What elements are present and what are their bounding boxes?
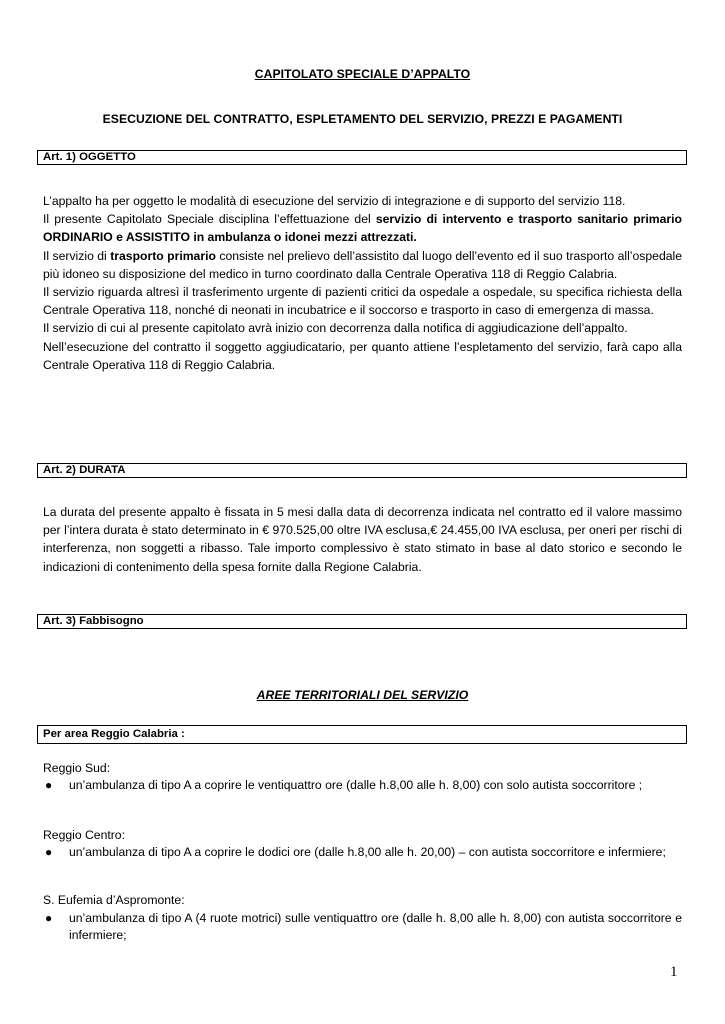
art2-heading: Art. 2) DURATA <box>37 463 687 478</box>
art1-paragraph: L’appalto ha per oggetto le modalità di esecuzione del servizio di integrazione e di supporto del servizio 118. <box>43 194 626 208</box>
eufemia-label: S. Eufemia d’Aspromonte: <box>43 893 185 907</box>
art2-body <box>43 503 682 576</box>
reggio-centro-label: Reggio Centro: <box>43 828 125 842</box>
list-item: ● un’ambulanza di tipo A a coprire le ventiquattro ore (dalle h.8,00 alle h. 8,00) con solo autista soccorritore ; <box>45 778 643 792</box>
art1-body <box>43 192 682 374</box>
reggio-sud-label: Reggio Sud: <box>43 761 111 775</box>
bullet-icon: ● <box>45 845 53 859</box>
art3-heading: Art. 3) Fabbisogno <box>37 614 687 629</box>
art1-paragraph: Il servizio di cui al presente capitolato avrà inizio con decorrenza dalla notifica di aggiudicazione dell’appalto. <box>43 321 628 336</box>
document-subtitle: ESECUZIONE DEL CONTRATTO, ESPLETAMENTO DEL SERVIZIO, PREZZI E PAGAMENTI <box>102 112 623 126</box>
page-number: 1 <box>670 964 678 980</box>
art2-paragraph: La durata del presente appalto è fissata in 5 mesi dalla data di decorrenza indicata nel contratto ed il valore massimo per l’intera durata è stato determinato in € 970.525,00 oltre IVA esclusa,€ 24.455,00 IVA esclusa, per oneri per rischi di interferenza, non soggetti a ribasso. Tale importo complessivo è stato stimato in base al dato storico e secondo le indicazioni di contenimento della spesa fornite dalla Regione Calabria. <box>43 505 682 574</box>
list-item: ● un’ambulanza di tipo A (4 ruote motrici) sulle ventiquattro ore (dalle h. 8,00 alle h. 8,00) con autista soccorritore e infermiere; <box>45 911 682 942</box>
bullet-icon: ● <box>45 778 53 792</box>
art1-paragraph: Il servizio riguarda altresì il trasferimento urgente di pazienti critici da ospedale a ospedale, su specifica richiesta della Centrale Operativa 118, nonché di neonati in incubatrice e il soccorso e trasporto in caso di emergenza di massa. <box>43 285 682 318</box>
bullet-icon: ● <box>45 911 53 925</box>
art1-heading: Art. 1) OGGETTO <box>37 150 687 165</box>
art1-paragraph: Nell’esecuzione del contratto il soggetto aggiudicatario, per quanto attiene l’espletamento del servizio, farà capo alla Centrale Operativa 118 di Reggio Calabria. <box>43 339 682 372</box>
aree-heading: AREE TERRITORIALI DEL SERVIZIO <box>256 688 469 702</box>
art1-paragraph: Il presente Capitolato Speciale disciplina l’effettuazione del servizio di intervento e trasporto sanitario primario ORDINARIO e ASSISTITO in ambulanza o idonei mezzi attrezzati. <box>43 212 682 245</box>
document-title: CAPITOLATO SPECIALE D’APPALTO <box>254 67 471 81</box>
list-item: ● un’ambulanza di tipo A a coprire le dodici ore (dalle h.8,00 alle h. 20,00) – con autista soccorritore e infermiere; <box>45 845 666 859</box>
area-reggio-box: Per area Reggio Calabria : <box>37 725 687 744</box>
art1-paragraph: Il servizio di trasporto primario consiste nel prelievo dell’assistito dal luogo dell’evento ed il suo trasporto all’ospedale più idoneo su disposizione del medico in turno coordinato dalla Centrale Operativa 118 di Reggio Calabria. <box>43 248 682 281</box>
